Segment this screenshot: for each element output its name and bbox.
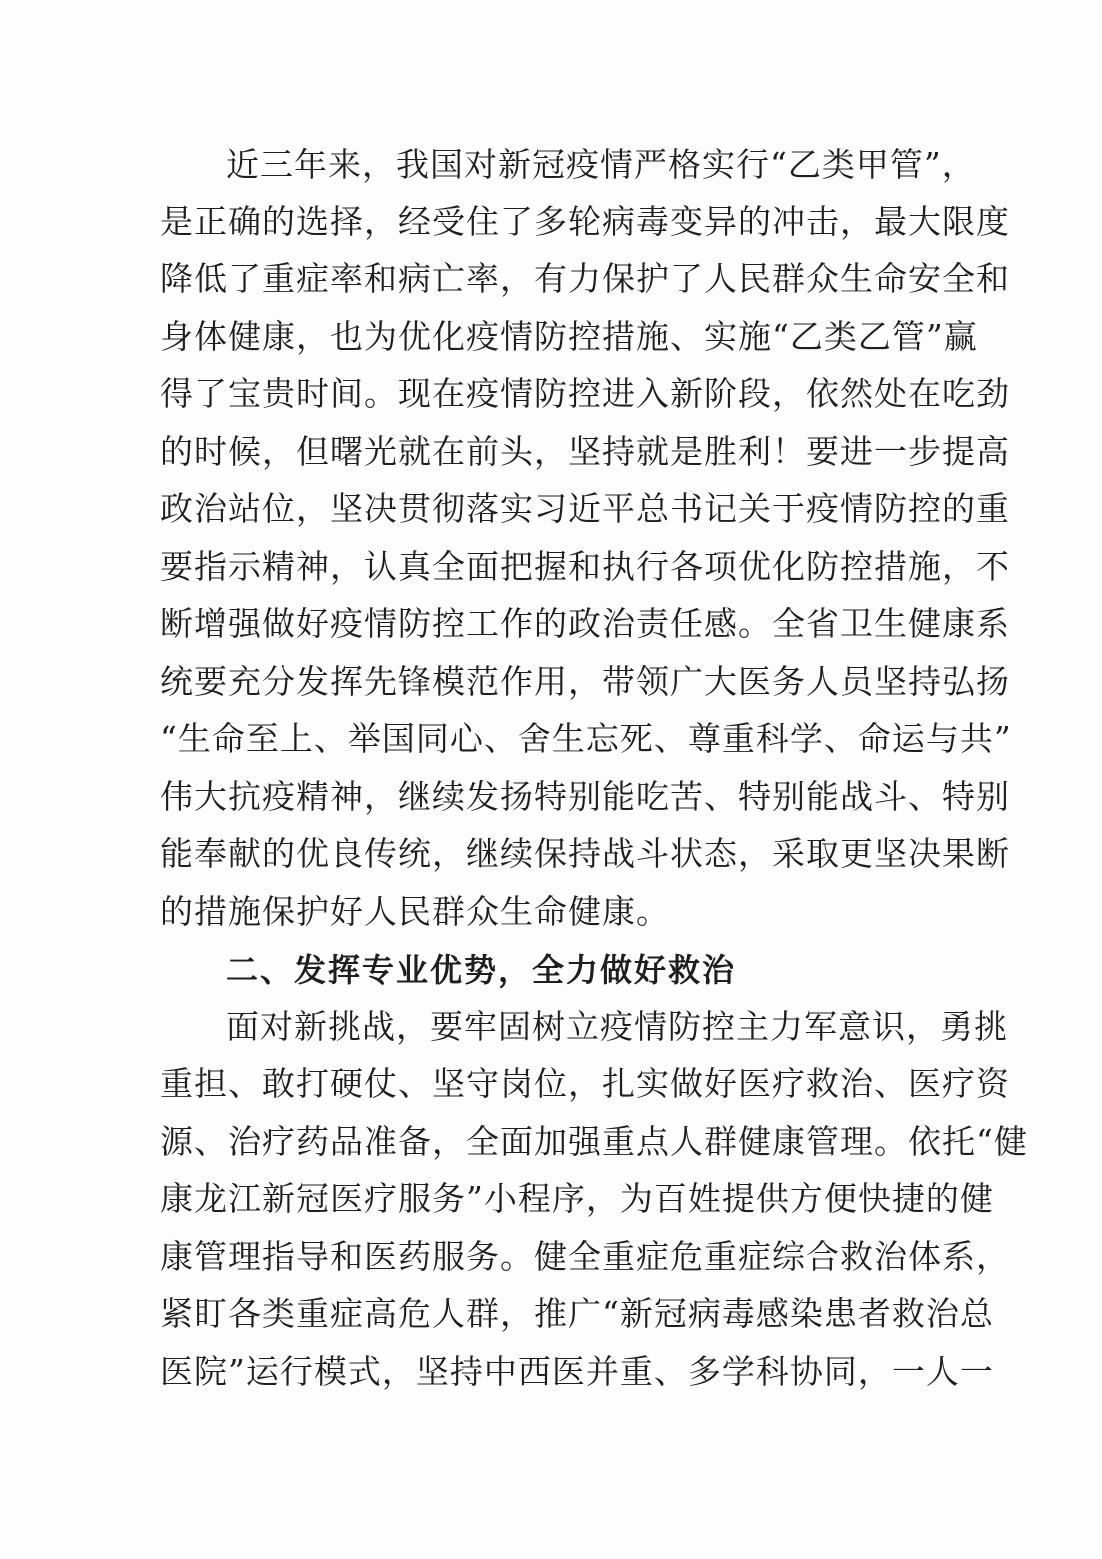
paragraph-1-line-9: 断增强做好疫情防控工作的政治责任感。全省卫生健康系 xyxy=(160,604,1010,643)
paragraph-1-line-3: 降低了重症率和病亡率，有力保护了人民群众生命安全和 xyxy=(160,259,1010,298)
paragraph-2-line-1: 面对新挑战，要牢固树立疫情防控主力军意识，勇挑 xyxy=(226,1007,1008,1046)
paragraph-1-line-11: “生命至上、举国同心、舍生忘死、尊重科学、命运与共” xyxy=(160,719,1012,758)
paragraph-1-line-7: 政治站位，坚决贯彻落实习近平总书记关于疫情防控的重 xyxy=(160,489,1010,528)
paragraph-2-line-3: 源、治疗药品准备，全面加强重点人群健康管理。依托“健 xyxy=(160,1122,1028,1161)
paragraph-1-line-4: 身体健康，也为优化疫情防控措施、实施“乙类乙管”赢 xyxy=(160,317,978,356)
paragraph-1-line-5: 得了宝贵时间。现在疫情防控进入新阶段，依然处在吃劲 xyxy=(160,374,1010,413)
paragraph-1-line-2: 是正确的选择，经受住了多轮病毒变异的冲击，最大限度 xyxy=(160,202,1010,241)
section-heading: 二、发挥专业优势，全力做好救治 xyxy=(226,951,737,989)
paragraph-2-line-4: 康龙江新冠医疗服务”小程序，为百姓提供方便快捷的健 xyxy=(160,1179,994,1218)
paragraph-1-line-1: 近三年来，我国对新冠疫情严格实行“乙类甲管”， xyxy=(226,145,976,184)
paragraph-1-line-8: 要指示精神，认真全面把握和执行各项优化防控措施，不 xyxy=(160,547,1010,586)
paragraph-1-line-12: 伟大抗疫精神，继续发扬特别能吃苦、特别能战斗、特别 xyxy=(160,777,1010,816)
paragraph-2-line-6: 紧盯各类重症高危人群，推广“新冠病毒感染患者救治总 xyxy=(160,1294,994,1333)
paragraph-2-line-5: 康管理指导和医药服务。健全重症危重症综合救治体系， xyxy=(160,1237,1010,1276)
paragraph-1-line-13: 能奉献的优良传统，继续保持战斗状态，采取更坚决果断 xyxy=(160,834,1010,873)
paragraph-2-line-7: 医院”运行模式，坚持中西医并重、多学科协同，一人一 xyxy=(160,1352,994,1391)
paragraph-2-line-2: 重担、敢打硬仗、坚守岗位，扎实做好医疗救治、医疗资 xyxy=(160,1064,1010,1103)
paragraph-1-line-10: 统要充分发挥先锋模范作用，带领广大医务人员坚持弘扬 xyxy=(160,662,1010,701)
paragraph-1-line-14: 的措施保护好人民群众生命健康。 xyxy=(160,892,670,931)
paragraph-1-line-6: 的时候，但曙光就在前头，坚持就是胜利！要进一步提高 xyxy=(160,432,1010,471)
